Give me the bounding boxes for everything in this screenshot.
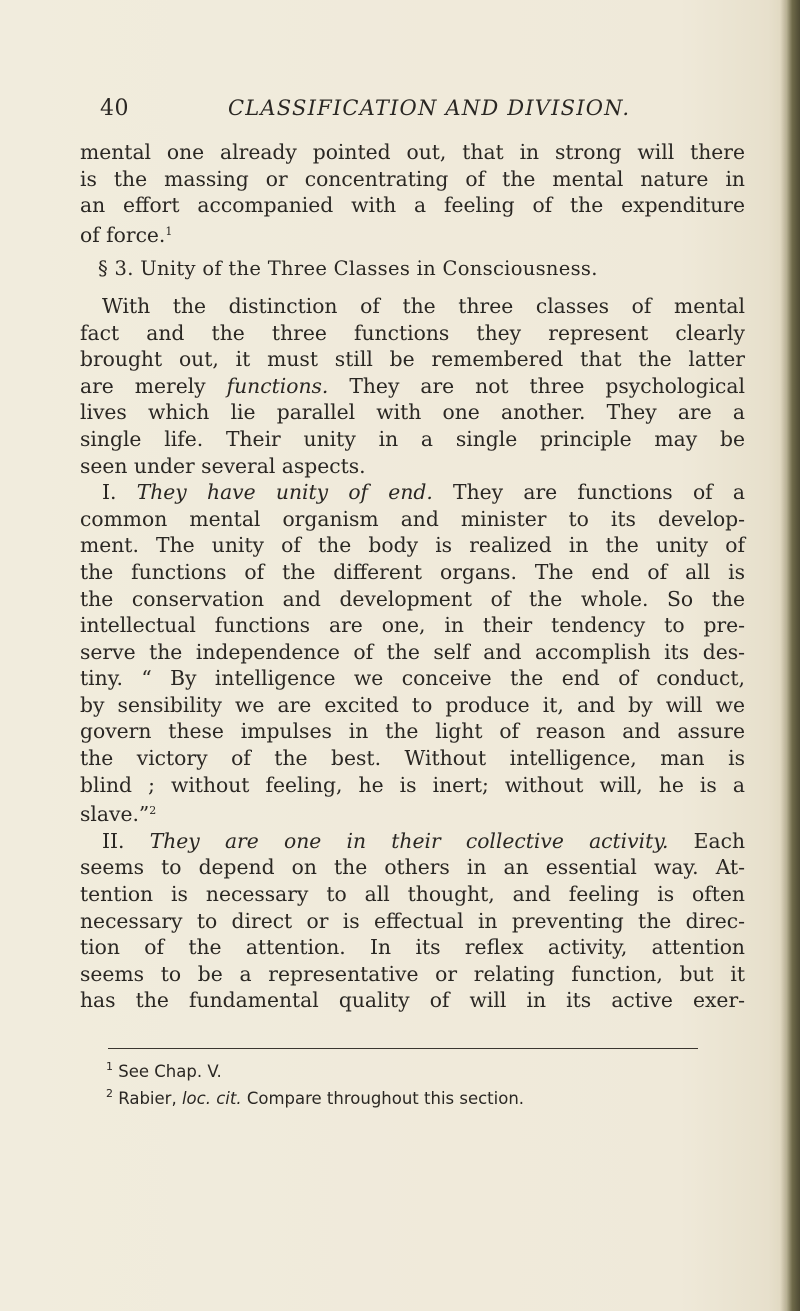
text-line (80, 479, 745, 506)
running-title: CLASSIFICATION AND DIVISION. (228, 96, 631, 120)
text-line: blind ; without feeling, he is inert; without will, he is a (80, 772, 745, 797)
text-line: necessary to direct or is effectual in preventing the direc- (80, 908, 745, 933)
text-line: tention is necessary to all thought, and feeling is often (80, 882, 745, 907)
italic-span: They have unity of end. (136, 480, 433, 505)
text-line: intellectual functions are one, in their tendency to pre- (80, 613, 745, 638)
footnote (106, 1056, 746, 1083)
text-line: has the fundamental quality of will in its active exer- (80, 988, 745, 1013)
footnote-ref: 2 (149, 804, 157, 818)
text-span: slave.” (80, 802, 150, 827)
text-span: Each (668, 828, 746, 853)
footnote-ref: 1 (165, 224, 173, 238)
page-edge (786, 0, 800, 1311)
footnote-text: Compare throughout this section. (241, 1088, 525, 1108)
text-line: is the massing or concentrating of the mental nature in (80, 166, 745, 191)
text-span: They are not three psychological (328, 373, 745, 398)
text-span: II. (102, 828, 150, 853)
body-text (80, 139, 745, 1014)
footnote-text: Rabier, (113, 1088, 182, 1108)
text-line (80, 798, 745, 828)
text-line: an effort accompanied with a feeling of the expenditure (80, 193, 745, 218)
text-line (80, 373, 745, 400)
text-line: seen under several aspects. (80, 453, 366, 478)
text-line: mental one already pointed out, that in strong will there (80, 140, 745, 164)
text-span: They are functions of a (432, 480, 746, 505)
text-line (80, 219, 745, 249)
text-line: With the distinction of the three classes of mental (102, 293, 745, 318)
text-line: fact and the three functions they represent clearly (80, 320, 745, 345)
text-span: are merely (80, 373, 227, 398)
footnote-mark: 1 (106, 1060, 113, 1073)
text-span: I. (102, 480, 137, 505)
text-line: tiny. “ By intelligence we conceive the end of conduct, (80, 666, 745, 691)
footnotes (106, 1056, 746, 1109)
page-header (0, 96, 780, 126)
text-line: lives which lie parallel with one another. They are a (80, 400, 745, 425)
text-line: single life. Their unity in a single principle may be (80, 426, 745, 451)
text-span: of force. (80, 222, 166, 247)
footnote-text: See Chap. V. (113, 1062, 222, 1081)
footnote (106, 1083, 746, 1110)
text-line: brought out, it must still be remembered that the latter (80, 347, 745, 372)
footnote-divider (108, 1048, 698, 1049)
text-line: serve the independence of the self and accomplish its des- (80, 639, 745, 664)
italic-span: functions. (226, 373, 329, 398)
text-line: tion of the attention. In its reflex activity, attention (80, 935, 745, 960)
page-number: 40 (100, 96, 129, 121)
text-line: the functions of the different organs. The end of all is (80, 559, 745, 584)
italic-span: They are one in their collective activity. (149, 828, 669, 853)
footnote-italic: loc. cit. (181, 1088, 242, 1108)
section-heading: § 3. Unity of the Three Classes in Consciousness. (98, 257, 598, 281)
text-line: the conservation and development of the whole. So the (80, 586, 745, 611)
text-line: common mental organism and minister to its develop- (80, 506, 745, 531)
text-line (80, 828, 745, 855)
text-line: the victory of the best. Without intelligence, man is (80, 746, 745, 771)
text-line: ment. The unity of the body is realized in the unity of (80, 533, 745, 558)
text-line: govern these impulses in the light of reason and assure (80, 719, 745, 744)
text-line: by sensibility we are excited to produce it, and by will we (80, 692, 745, 717)
text-line: seems to depend on the others in an essential way. At- (80, 855, 745, 880)
text-line: seems to be a representative or relating function, but it (80, 961, 745, 986)
footnote-mark: 2 (106, 1086, 113, 1100)
